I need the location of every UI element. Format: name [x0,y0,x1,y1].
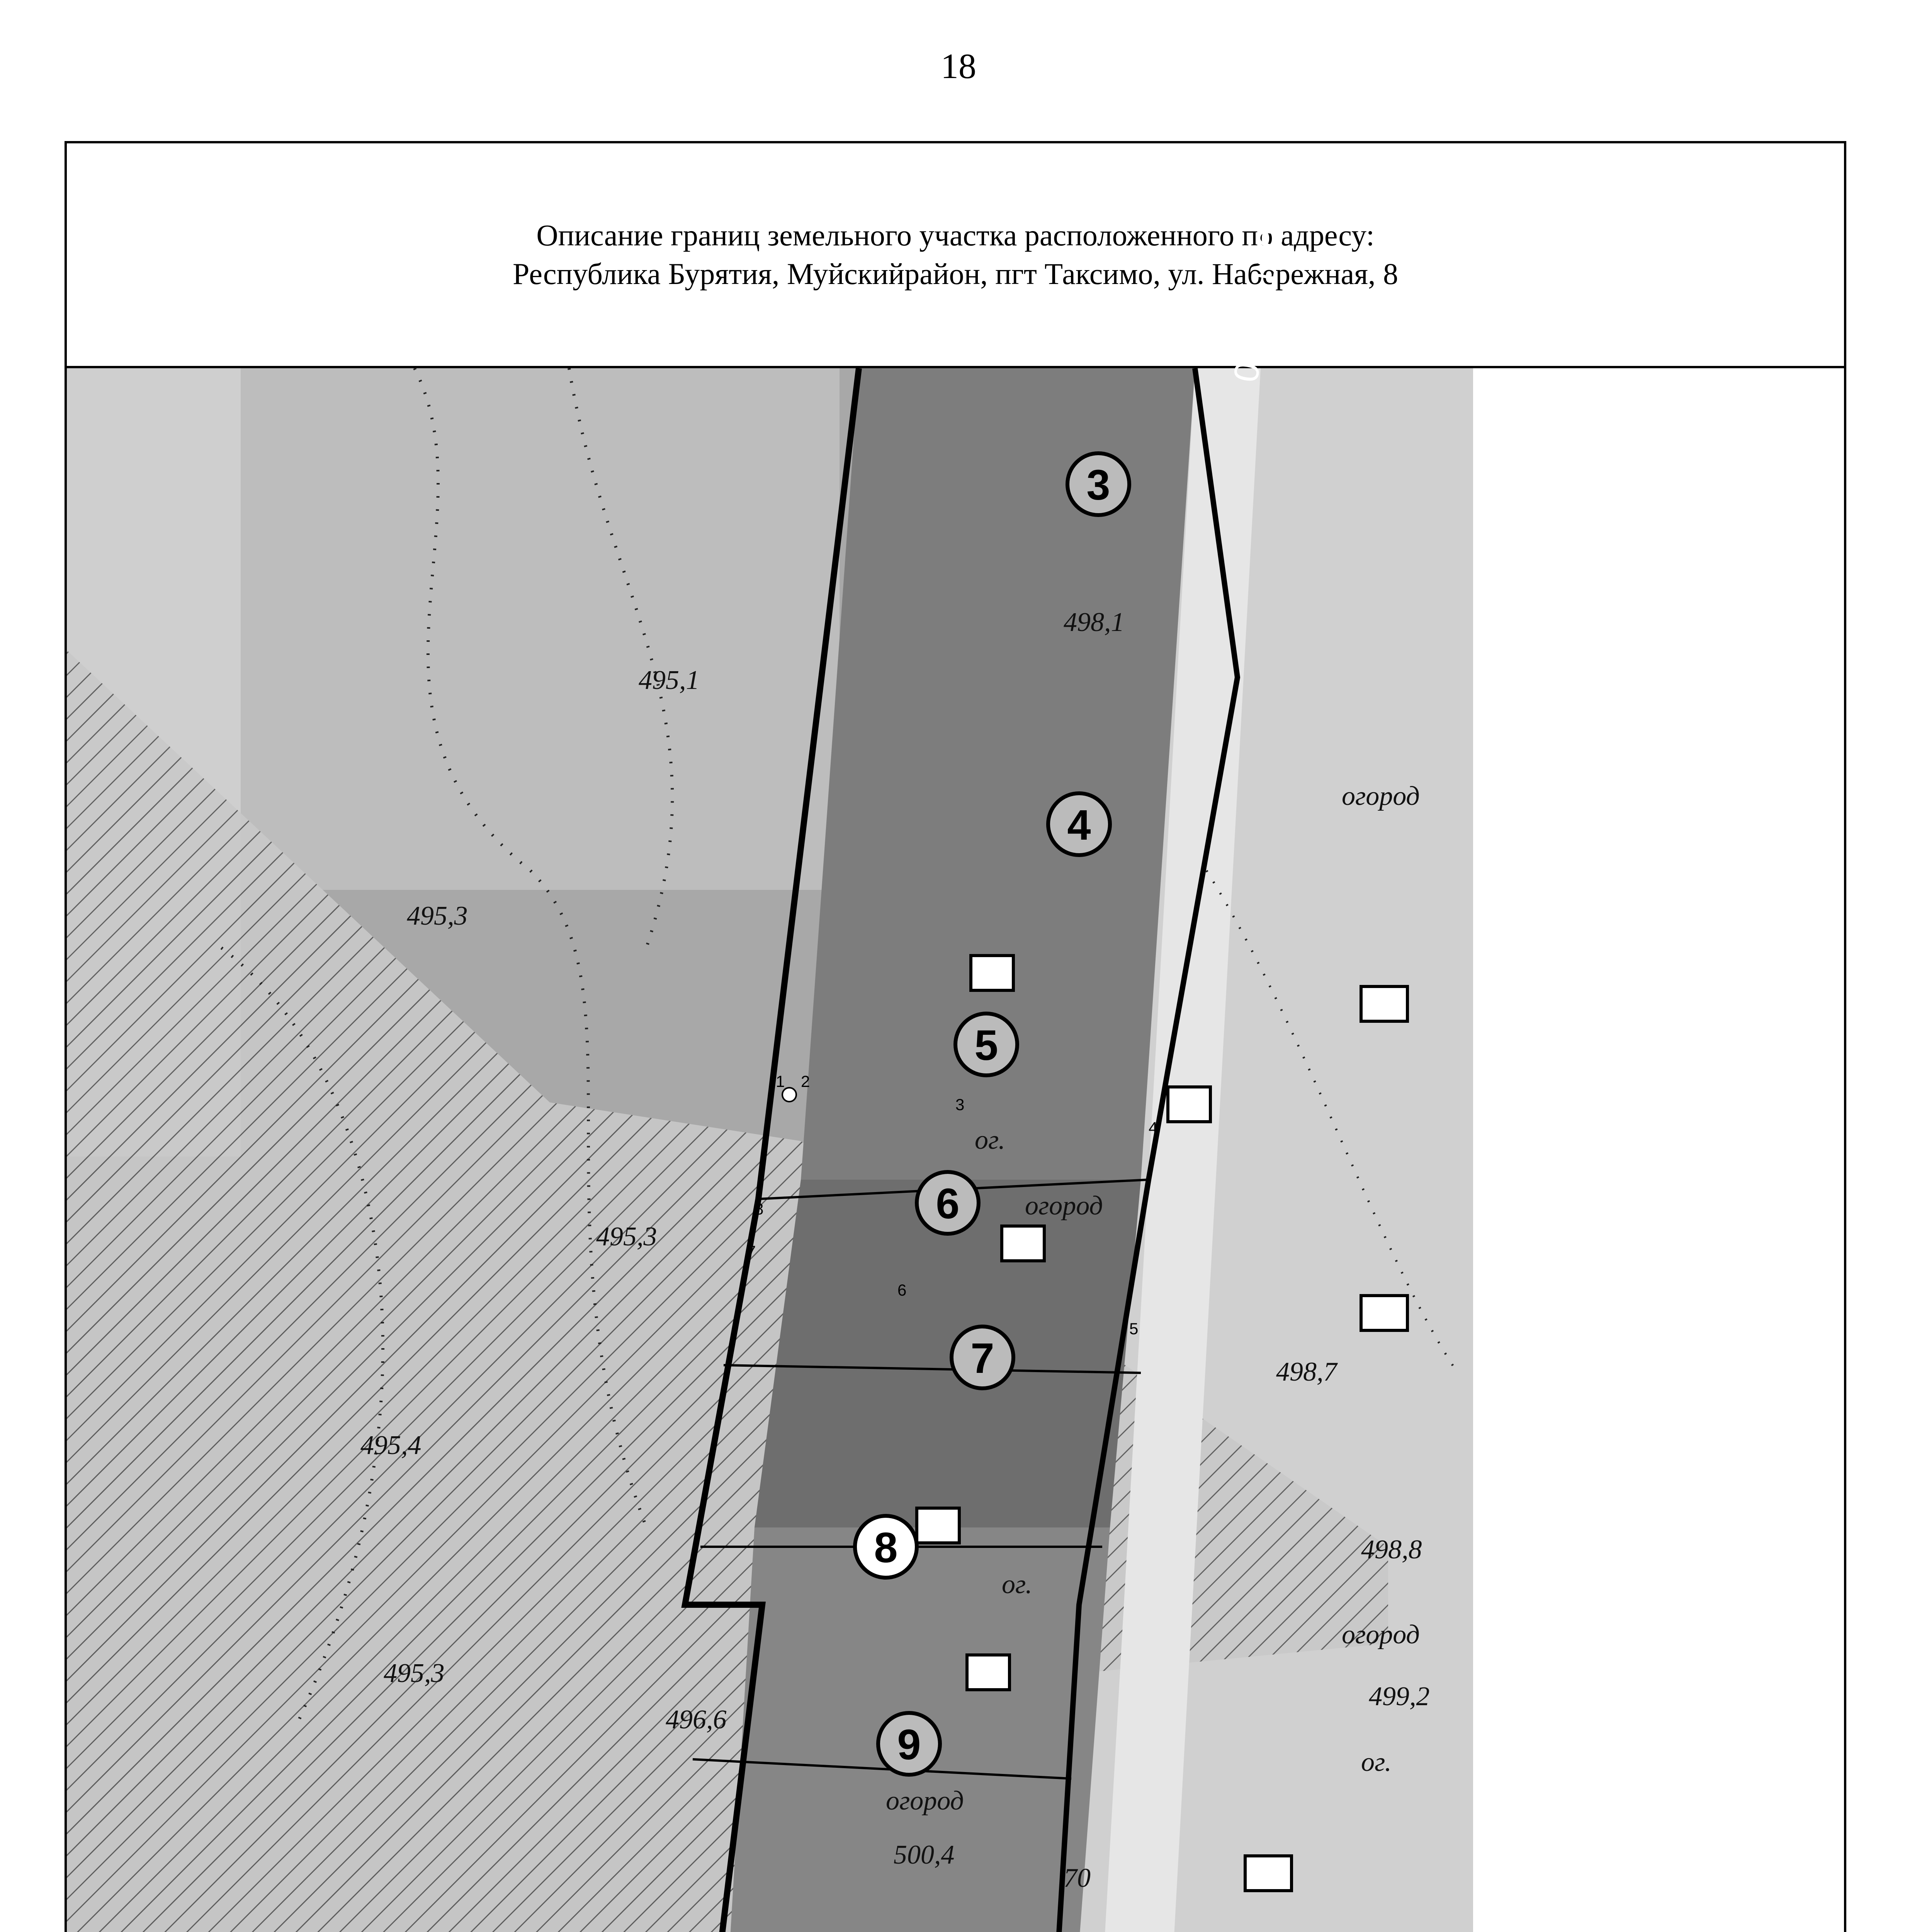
corner-label-3: 3 [955,1095,965,1114]
corner-label-4: 4 [1149,1119,1158,1137]
plot-number-6: 6 [936,1180,960,1228]
map-light-area [241,368,840,890]
corner-label-8: 8 [755,1200,764,1218]
corner-label-7: 7 [747,1242,756,1260]
og-label-3: ог. [1361,1747,1392,1777]
corner-label-6: 6 [897,1281,907,1299]
garden-label-2: огород [886,1786,964,1816]
elevation-1: 498,1 [1064,607,1125,637]
title-line-2: Республика Бурятия, Муйскийрайон, пгт Таксимо, ул. Набережная, 8 [513,257,1398,291]
elevation-5: 495,4 [360,1430,421,1460]
elevation-2: 495,1 [639,665,700,695]
corner-label-5: 5 [1129,1320,1139,1338]
corner-label-1: 1 [776,1072,785,1090]
street-number: 70 [1064,1863,1091,1893]
elevation-10: 498,8 [1361,1535,1422,1565]
og-label: ог. [975,1125,1005,1155]
elevation-8: 500,4 [894,1840,955,1870]
page-number: 18 [941,46,976,86]
elevation-9: 498,7 [1276,1357,1337,1387]
elevation-6: 495,3 [384,1658,445,1688]
elevation-11: 499,2 [1369,1682,1430,1711]
plot-number-8: 8 [874,1524,898,1571]
corner-label-2: 2 [801,1072,810,1090]
garden-label-4: огород [1342,1620,1420,1650]
elevation-3: 495,3 [407,901,468,931]
plot-number-3: 3 [1086,461,1110,509]
plot-number-4: 4 [1067,801,1091,849]
garden-label: огород [1025,1191,1103,1221]
title-line-1: Описание границ земельного участка расположенного по адресу: [536,218,1375,252]
elevation-7: 496,6 [666,1705,727,1735]
garden-label-3: огород [1342,781,1420,811]
road-label: 03:18:100 [1226,226,1292,385]
og-label-2: ог. [1002,1570,1032,1599]
title-box [67,143,1844,368]
elevation-4: 495,3 [596,1222,657,1252]
plot-number-9: 9 [897,1721,921,1769]
document-frame [65,141,1846,1932]
plot-number-5: 5 [974,1022,998,1069]
plot-number-7: 7 [970,1335,994,1382]
